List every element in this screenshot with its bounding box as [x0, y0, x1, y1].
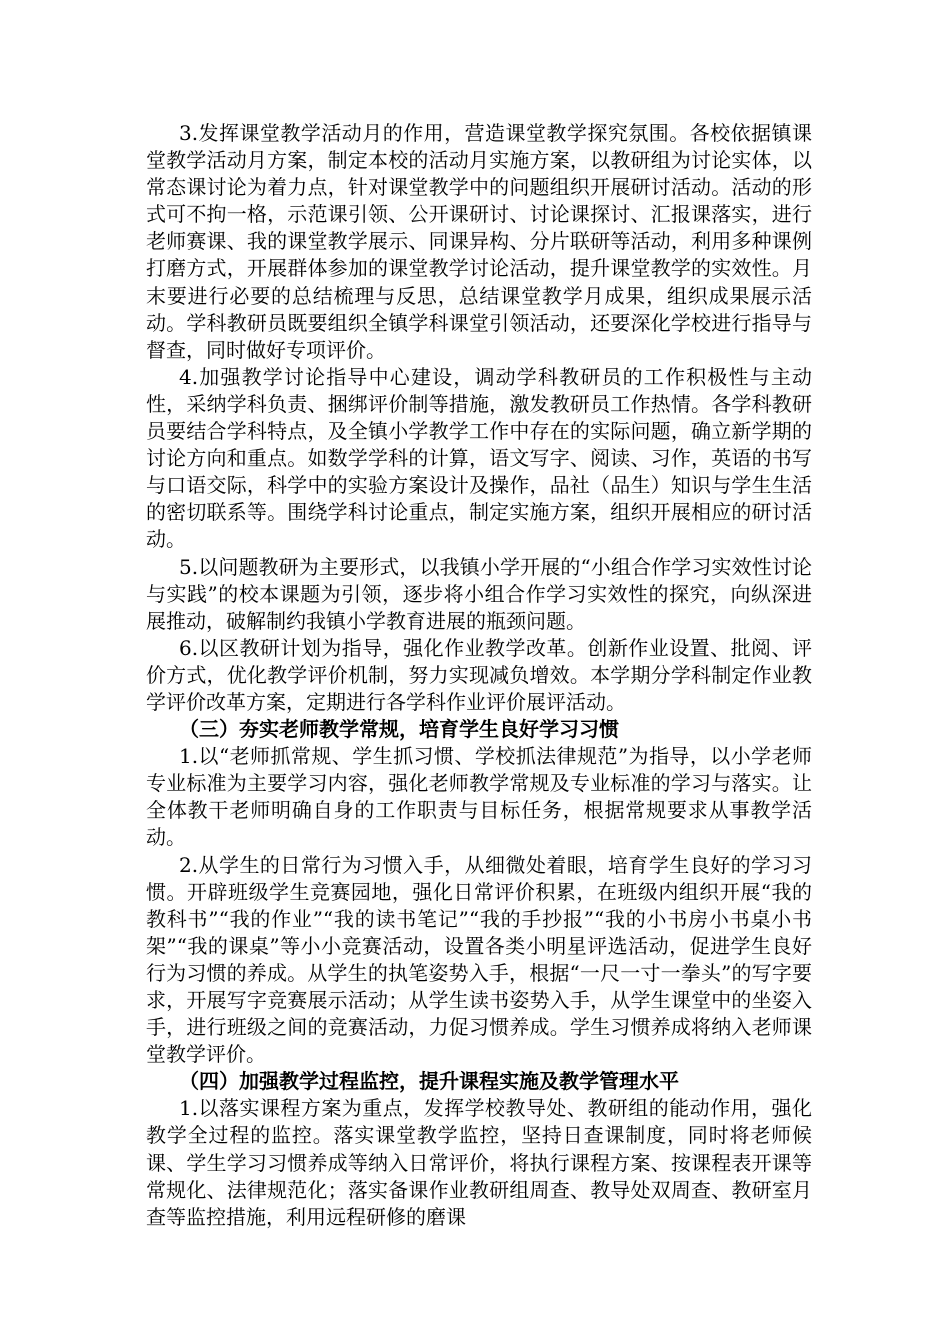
section-heading-3: （三）夯实老师教学常规，培育学生良好学习习惯 [179, 717, 619, 742]
section-heading-4: （四）加强教学过程监控，提升课程实施及教学管理水平 [179, 1069, 679, 1094]
paragraph-3: 3.发挥课堂教学活动月的作用，营造课堂教学探究氛围。各校依据镇课堂教学活动月方案，制定本校的活动月实施方案，以教研组为讨论实体，以常态课讨论为着力点，针对课堂教学中的问题组织开展研讨活动。活动的形式可不拘一格，示范课引领、公开课研讨、讨论课探讨、汇报课落实，进行老师赛课、我的课堂教学展示、同课异构、分片联研等活动，利用多种课例打磨方式，开展群体参加的课堂教学讨论活动，提升课堂教学的实效性。月末要进行必要的总结梳理与反思，总结课堂教学月成果，组织成果展示活动。学科教研员既要组织全镇学科课堂引领活动，还要深化学校进行指导与督查，同时做好专项评价。 [146, 121, 812, 362]
document-page [146, 120, 812, 1231]
section3-paragraph-1: 1.以“老师抓常规、学生抓习惯、学校抓法律规范”为指导，以小学老师专业标准为主要学习内容，强化老师教学常规及专业标准的学习与落实。让全体教干老师明确自身的工作职责与目标任务，根据常规要求从事教学活动。 [146, 744, 812, 850]
section3-paragraph-2: 2.从学生的日常行为习惯入手，从细微处着眼，培育学生良好的学习习惯。开辟班级学生竞赛园地，强化日常评价积累，在班级内组织开展“我的教科书”“我的作业”“我的读书笔记”“我的手抄报”“我的小书房小书桌小书架”“我的课桌”等小小竞赛活动，设置各类小明星评选活动，促进学生良好行为习惯的养成。从学生的执笔姿势入手，根据“一尺一寸一拳头”的写字要求，开展写字竞赛展示活动；从学生读书姿势入手，从学生课堂中的坐姿入手，进行班级之间的竞赛活动，力促习惯养成。学生习惯养成将纳入老师课堂教学评价。 [146, 852, 812, 1067]
paragraph-4: 4.加强教学讨论指导中心建设，调动学科教研员的工作积极性与主动性，采纳学科负责、捆绑评价制等措施，激发教研员工作热情。各学科教研员要结合学科特点，及全镇小学教学工作中存在的实际问题，确立新学期的讨论方向和重点。如数学学科的计算，语文写字、阅读、习作，英语的书写与口语交际，科学中的实验方案设计及操作，品社（品生）知识与学生生活的密切联系等。围绕学科讨论重点，制定实施方案，组织开展相应的研讨活动。 [146, 364, 812, 552]
paragraph-6: 6.以区教研计划为指导，强化作业教学改革。创新作业设置、批阅、评价方式，优化教学评价机制，努力实现减负增效。本学期分学科制定作业教学评价改革方案，定期进行各学科作业评价展评活动。 [146, 635, 812, 714]
section4-paragraph-1: 1.以落实课程方案为重点，发挥学校教导处、教研组的能动作用，强化教学全过程的监控。落实课堂教学监控，坚持日查课制度，同时将老师候课、学生学习习惯养成等纳入日常评价，将执行课程方案、按课程表开课等常规化、法律规范化；落实备课作业教研组周查、教导处双周查、教研室月查等监控措施，利用远程研修的磨课 [146, 1096, 812, 1229]
paragraph-5: 5.以问题教研为主要形式，以我镇小学开展的“小组合作学习实效性讨论与实践”的校本课题为引领，逐步将小组合作学习实效性的探究，向纵深进展推动，破解制约我镇小学教育进展的瓶颈问题。 [146, 554, 812, 633]
